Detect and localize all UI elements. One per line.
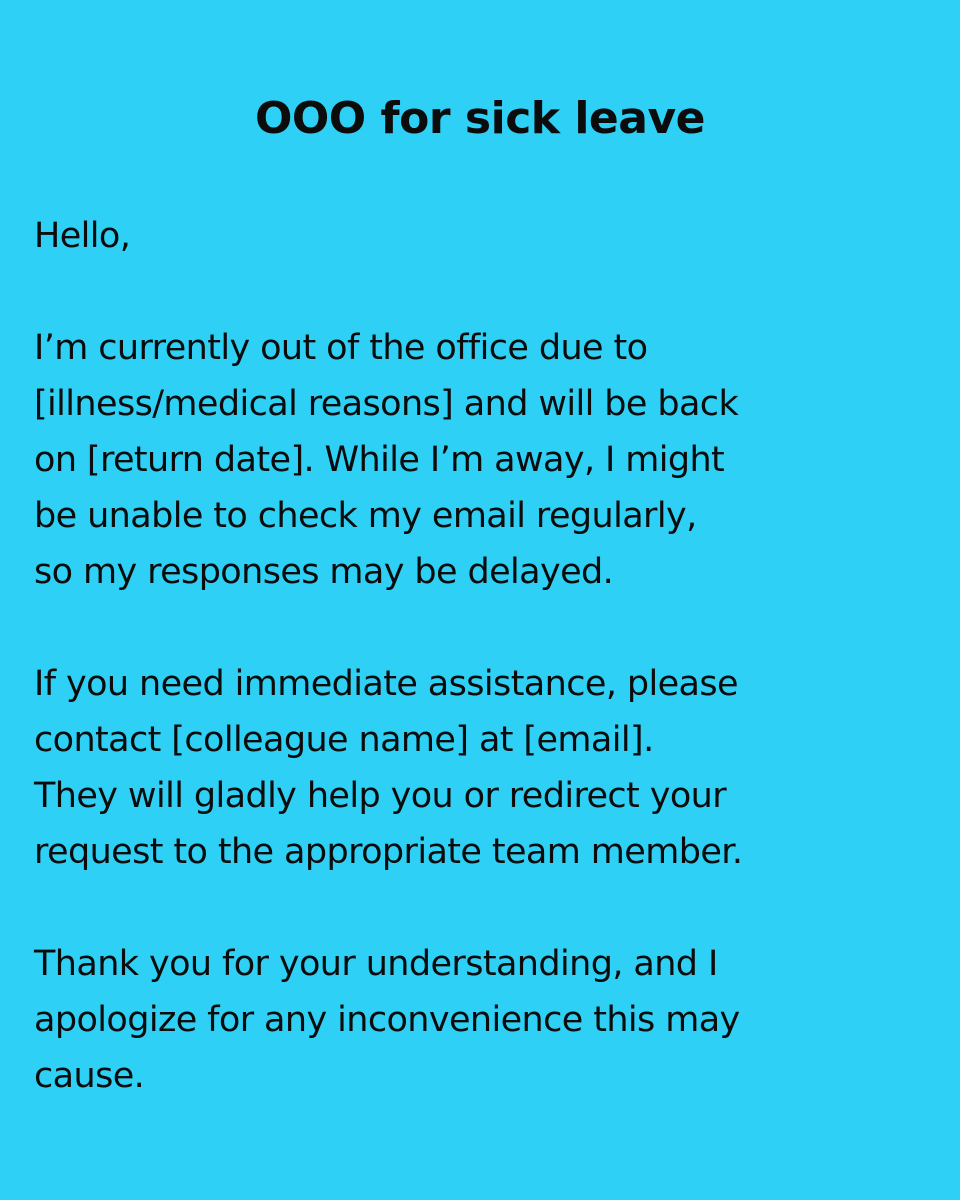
text-line: They will gladly help you or redirect your xyxy=(34,776,727,816)
text-line: apologize for any inconvenience this may xyxy=(34,1000,740,1040)
text-line: be unable to check my email regularly, xyxy=(34,496,697,536)
paragraph-absence xyxy=(34,320,934,600)
text-line: Thank you for your understanding, and I xyxy=(34,944,718,984)
text-line: so my responses may be delayed. xyxy=(34,552,614,592)
text-line: I’m currently out of the office due to xyxy=(34,328,648,368)
text-line: If you need immediate assistance, please xyxy=(34,664,738,704)
paragraph-contact xyxy=(34,656,934,880)
paragraph-closing xyxy=(34,936,934,1104)
greeting-text: Hello, xyxy=(34,216,131,256)
email-body xyxy=(34,208,934,1160)
text-line: cause. xyxy=(34,1056,145,1096)
greeting xyxy=(34,208,934,264)
page-title: OOO for sick leave xyxy=(255,93,705,144)
text-line: request to the appropriate team member. xyxy=(34,832,743,872)
text-line: on [return date]. While I’m away, I might xyxy=(34,440,725,480)
text-line: [illness/medical reasons] and will be back xyxy=(34,384,739,424)
text-line: contact [colleague name] at [email]. xyxy=(34,720,654,760)
